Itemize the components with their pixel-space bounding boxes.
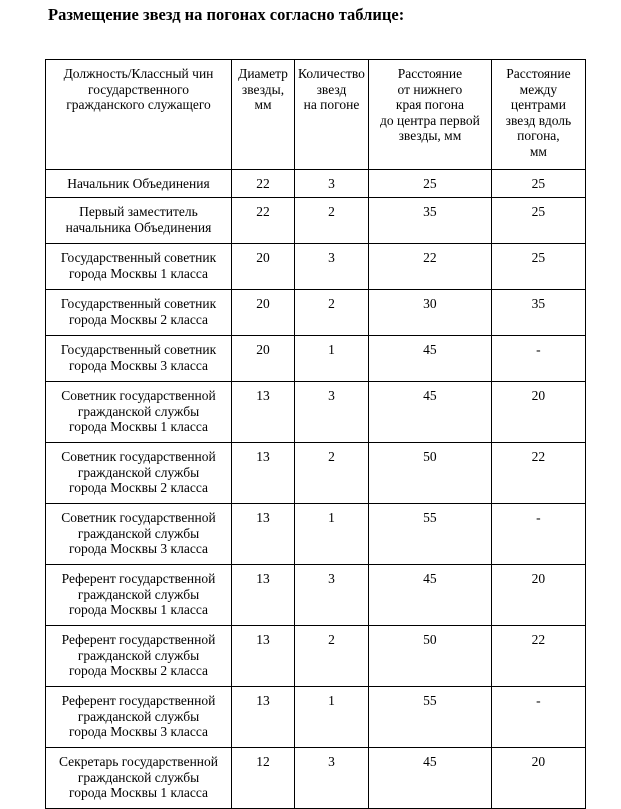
table-row bbox=[46, 748, 586, 809]
cell-distance-between: - bbox=[491, 687, 585, 748]
table-row bbox=[46, 504, 586, 565]
cell-distance-between: 20 bbox=[491, 748, 585, 809]
cell-count: 3 bbox=[295, 170, 369, 198]
cell-distance-between: 25 bbox=[491, 244, 585, 290]
cell-distance-between: 25 bbox=[491, 198, 585, 244]
table-row bbox=[46, 382, 586, 443]
cell-position: Советник государственной гражданской службы города Москвы 1 класса bbox=[46, 382, 232, 443]
header-count: Количество звезд на погоне bbox=[295, 60, 369, 170]
header-distance-between: Расстояние между центрами звезд вдоль погона, мм bbox=[491, 60, 585, 170]
cell-position: Государственный советник города Москвы 3 класса bbox=[46, 336, 232, 382]
header-distance-from-edge: Расстояние от нижнего края погона до центра первой звезды, мм bbox=[368, 60, 491, 170]
cell-distance-between: 20 bbox=[491, 565, 585, 626]
cell-distance-between: - bbox=[491, 504, 585, 565]
page-heading: Размещение звезд на погонах согласно таблице: bbox=[48, 5, 405, 24]
cell-distance-from-edge: 22 bbox=[368, 244, 491, 290]
cell-distance-from-edge: 30 bbox=[368, 290, 491, 336]
cell-diameter: 20 bbox=[232, 290, 295, 336]
cell-position: Государственный советник города Москвы 2 класса bbox=[46, 290, 232, 336]
cell-distance-from-edge: 45 bbox=[368, 336, 491, 382]
cell-distance-from-edge: 45 bbox=[368, 748, 491, 809]
cell-distance-between: - bbox=[491, 336, 585, 382]
cell-distance-between: 25 bbox=[491, 170, 585, 198]
table-row bbox=[46, 170, 586, 198]
cell-diameter: 20 bbox=[232, 336, 295, 382]
cell-diameter: 13 bbox=[232, 504, 295, 565]
table-row bbox=[46, 565, 586, 626]
cell-position: Начальник Объединения bbox=[46, 170, 232, 198]
cell-count: 3 bbox=[295, 244, 369, 290]
cell-distance-between: 35 bbox=[491, 290, 585, 336]
cell-distance-from-edge: 50 bbox=[368, 626, 491, 687]
cell-position: Государственный советник города Москвы 1 класса bbox=[46, 244, 232, 290]
table-row bbox=[46, 244, 586, 290]
cell-diameter: 13 bbox=[232, 382, 295, 443]
cell-distance-from-edge: 45 bbox=[368, 382, 491, 443]
cell-distance-between: 20 bbox=[491, 382, 585, 443]
table-row bbox=[46, 443, 586, 504]
cell-diameter: 22 bbox=[232, 198, 295, 244]
cell-diameter: 13 bbox=[232, 687, 295, 748]
cell-position: Советник государственной гражданской службы города Москвы 3 класса bbox=[46, 504, 232, 565]
cell-diameter: 20 bbox=[232, 244, 295, 290]
cell-distance-from-edge: 50 bbox=[368, 443, 491, 504]
cell-position: Референт государственной гражданской службы города Москвы 2 класса bbox=[46, 626, 232, 687]
table-row bbox=[46, 336, 586, 382]
cell-count: 3 bbox=[295, 748, 369, 809]
cell-distance-from-edge: 35 bbox=[368, 198, 491, 244]
cell-count: 2 bbox=[295, 290, 369, 336]
cell-count: 2 bbox=[295, 198, 369, 244]
cell-count: 3 bbox=[295, 382, 369, 443]
cell-count: 1 bbox=[295, 336, 369, 382]
cell-distance-from-edge: 55 bbox=[368, 687, 491, 748]
cell-diameter: 22 bbox=[232, 170, 295, 198]
header-position: Должность/Классный чин государственного гражданского служащего bbox=[46, 60, 232, 170]
stars-placement-table bbox=[45, 59, 586, 809]
cell-distance-from-edge: 45 bbox=[368, 565, 491, 626]
cell-count: 1 bbox=[295, 687, 369, 748]
cell-diameter: 12 bbox=[232, 748, 295, 809]
cell-count: 1 bbox=[295, 504, 369, 565]
cell-position: Секретарь государственной гражданской службы города Москвы 1 класса bbox=[46, 748, 232, 809]
cell-position: Референт государственной гражданской службы города Москвы 1 класса bbox=[46, 565, 232, 626]
cell-count: 2 bbox=[295, 443, 369, 504]
cell-distance-from-edge: 25 bbox=[368, 170, 491, 198]
cell-diameter: 13 bbox=[232, 626, 295, 687]
cell-diameter: 13 bbox=[232, 443, 295, 504]
cell-diameter: 13 bbox=[232, 565, 295, 626]
table-row bbox=[46, 290, 586, 336]
table-row bbox=[46, 198, 586, 244]
cell-distance-between: 22 bbox=[491, 443, 585, 504]
cell-count: 3 bbox=[295, 565, 369, 626]
cell-position: Советник государственной гражданской службы города Москвы 2 класса bbox=[46, 443, 232, 504]
table-row bbox=[46, 626, 586, 687]
cell-position: Первый заместитель начальника Объединения bbox=[46, 198, 232, 244]
cell-position: Референт государственной гражданской службы города Москвы 3 класса bbox=[46, 687, 232, 748]
table-row bbox=[46, 687, 586, 748]
cell-distance-from-edge: 55 bbox=[368, 504, 491, 565]
cell-distance-between: 22 bbox=[491, 626, 585, 687]
table-header-row bbox=[46, 60, 586, 170]
header-diameter: Диаметр звезды, мм bbox=[232, 60, 295, 170]
cell-count: 2 bbox=[295, 626, 369, 687]
